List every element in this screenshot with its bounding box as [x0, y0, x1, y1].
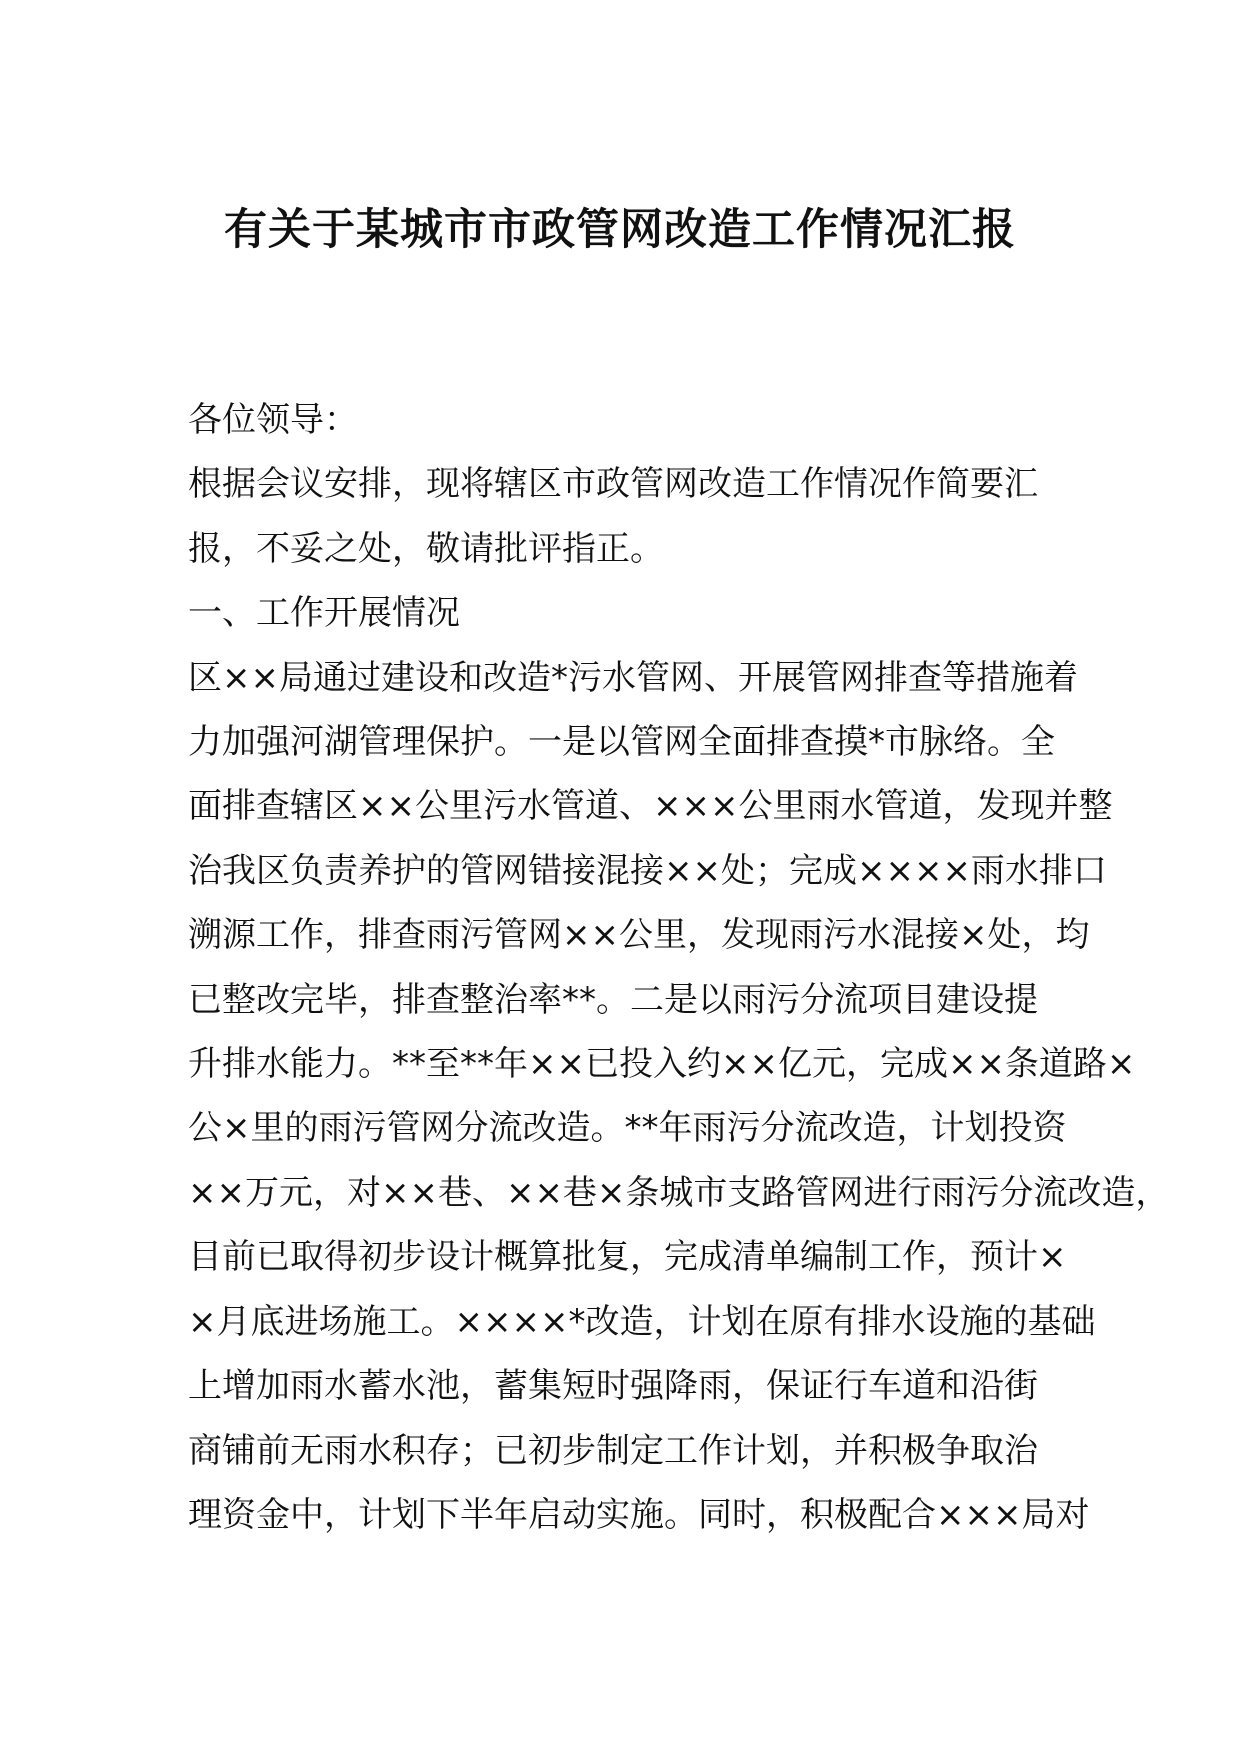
text-line: 面排查辖区××公里污水管道、×××公里雨水管道，发现并整	[188, 786, 1113, 827]
text-line: 力加强河湖管理保护。一是以管网全面排查摸*市脉络。全	[188, 722, 1055, 763]
text-line: 溯源工作，排查雨污管网××公里，发现雨污水混接×处，均	[188, 915, 1090, 956]
text-line: 商铺前无雨水积存；已初步制定工作计划，并积极争取治	[188, 1430, 1038, 1471]
section-heading	[188, 581, 1078, 645]
text-line: 报，不妥之处，敬请批评指正。	[188, 528, 664, 569]
section-paragraph	[188, 646, 1170, 1548]
text-line: 上增加雨水蓄水池，蓄集短时强降雨，保证行车道和沿街	[188, 1366, 1038, 1407]
text-line: ××万元，对××巷、××巷×条城市支路管网进行雨污分流改造，	[188, 1172, 1170, 1213]
text-line: 一、工作开展情况	[188, 593, 460, 634]
text-line: ×月底进场施工。××××*改造，计划在原有排水设施的基础	[188, 1301, 1096, 1342]
text-line: 治我区负责养护的管网错接混接××处；完成××××雨水排口	[188, 850, 1107, 891]
text-line: 目前已取得初步设计概算批复，完成清单编制工作，预计×	[188, 1237, 1067, 1278]
text-line: 公×里的雨污管网分流改造。**年雨污分流改造，计划投资	[188, 1108, 1067, 1149]
salutation	[188, 388, 1078, 452]
text-line: 升排水能力。**至**年××已投入约××亿元，完成××条道路×	[188, 1044, 1136, 1085]
text-line: 根据会议安排，现将辖区市政管网改造工作情况作简要汇	[188, 464, 1038, 505]
text-line: 理资金中，计划下半年启动实施。同时，积极配合×××局对	[188, 1494, 1090, 1535]
text-line: 已整改完毕，排查整治率**。二是以雨污分流项目建设提	[188, 979, 1038, 1020]
intro-paragraph	[188, 452, 1078, 581]
text-line: 各位领导：	[188, 400, 358, 440]
text-line: 区××局通过建设和改造*污水管网、开展管网排查等措施着	[188, 657, 1078, 698]
page-title: 有关于某城市市政管网改造工作情况汇报	[224, 205, 1016, 255]
document-body	[188, 388, 1170, 1547]
